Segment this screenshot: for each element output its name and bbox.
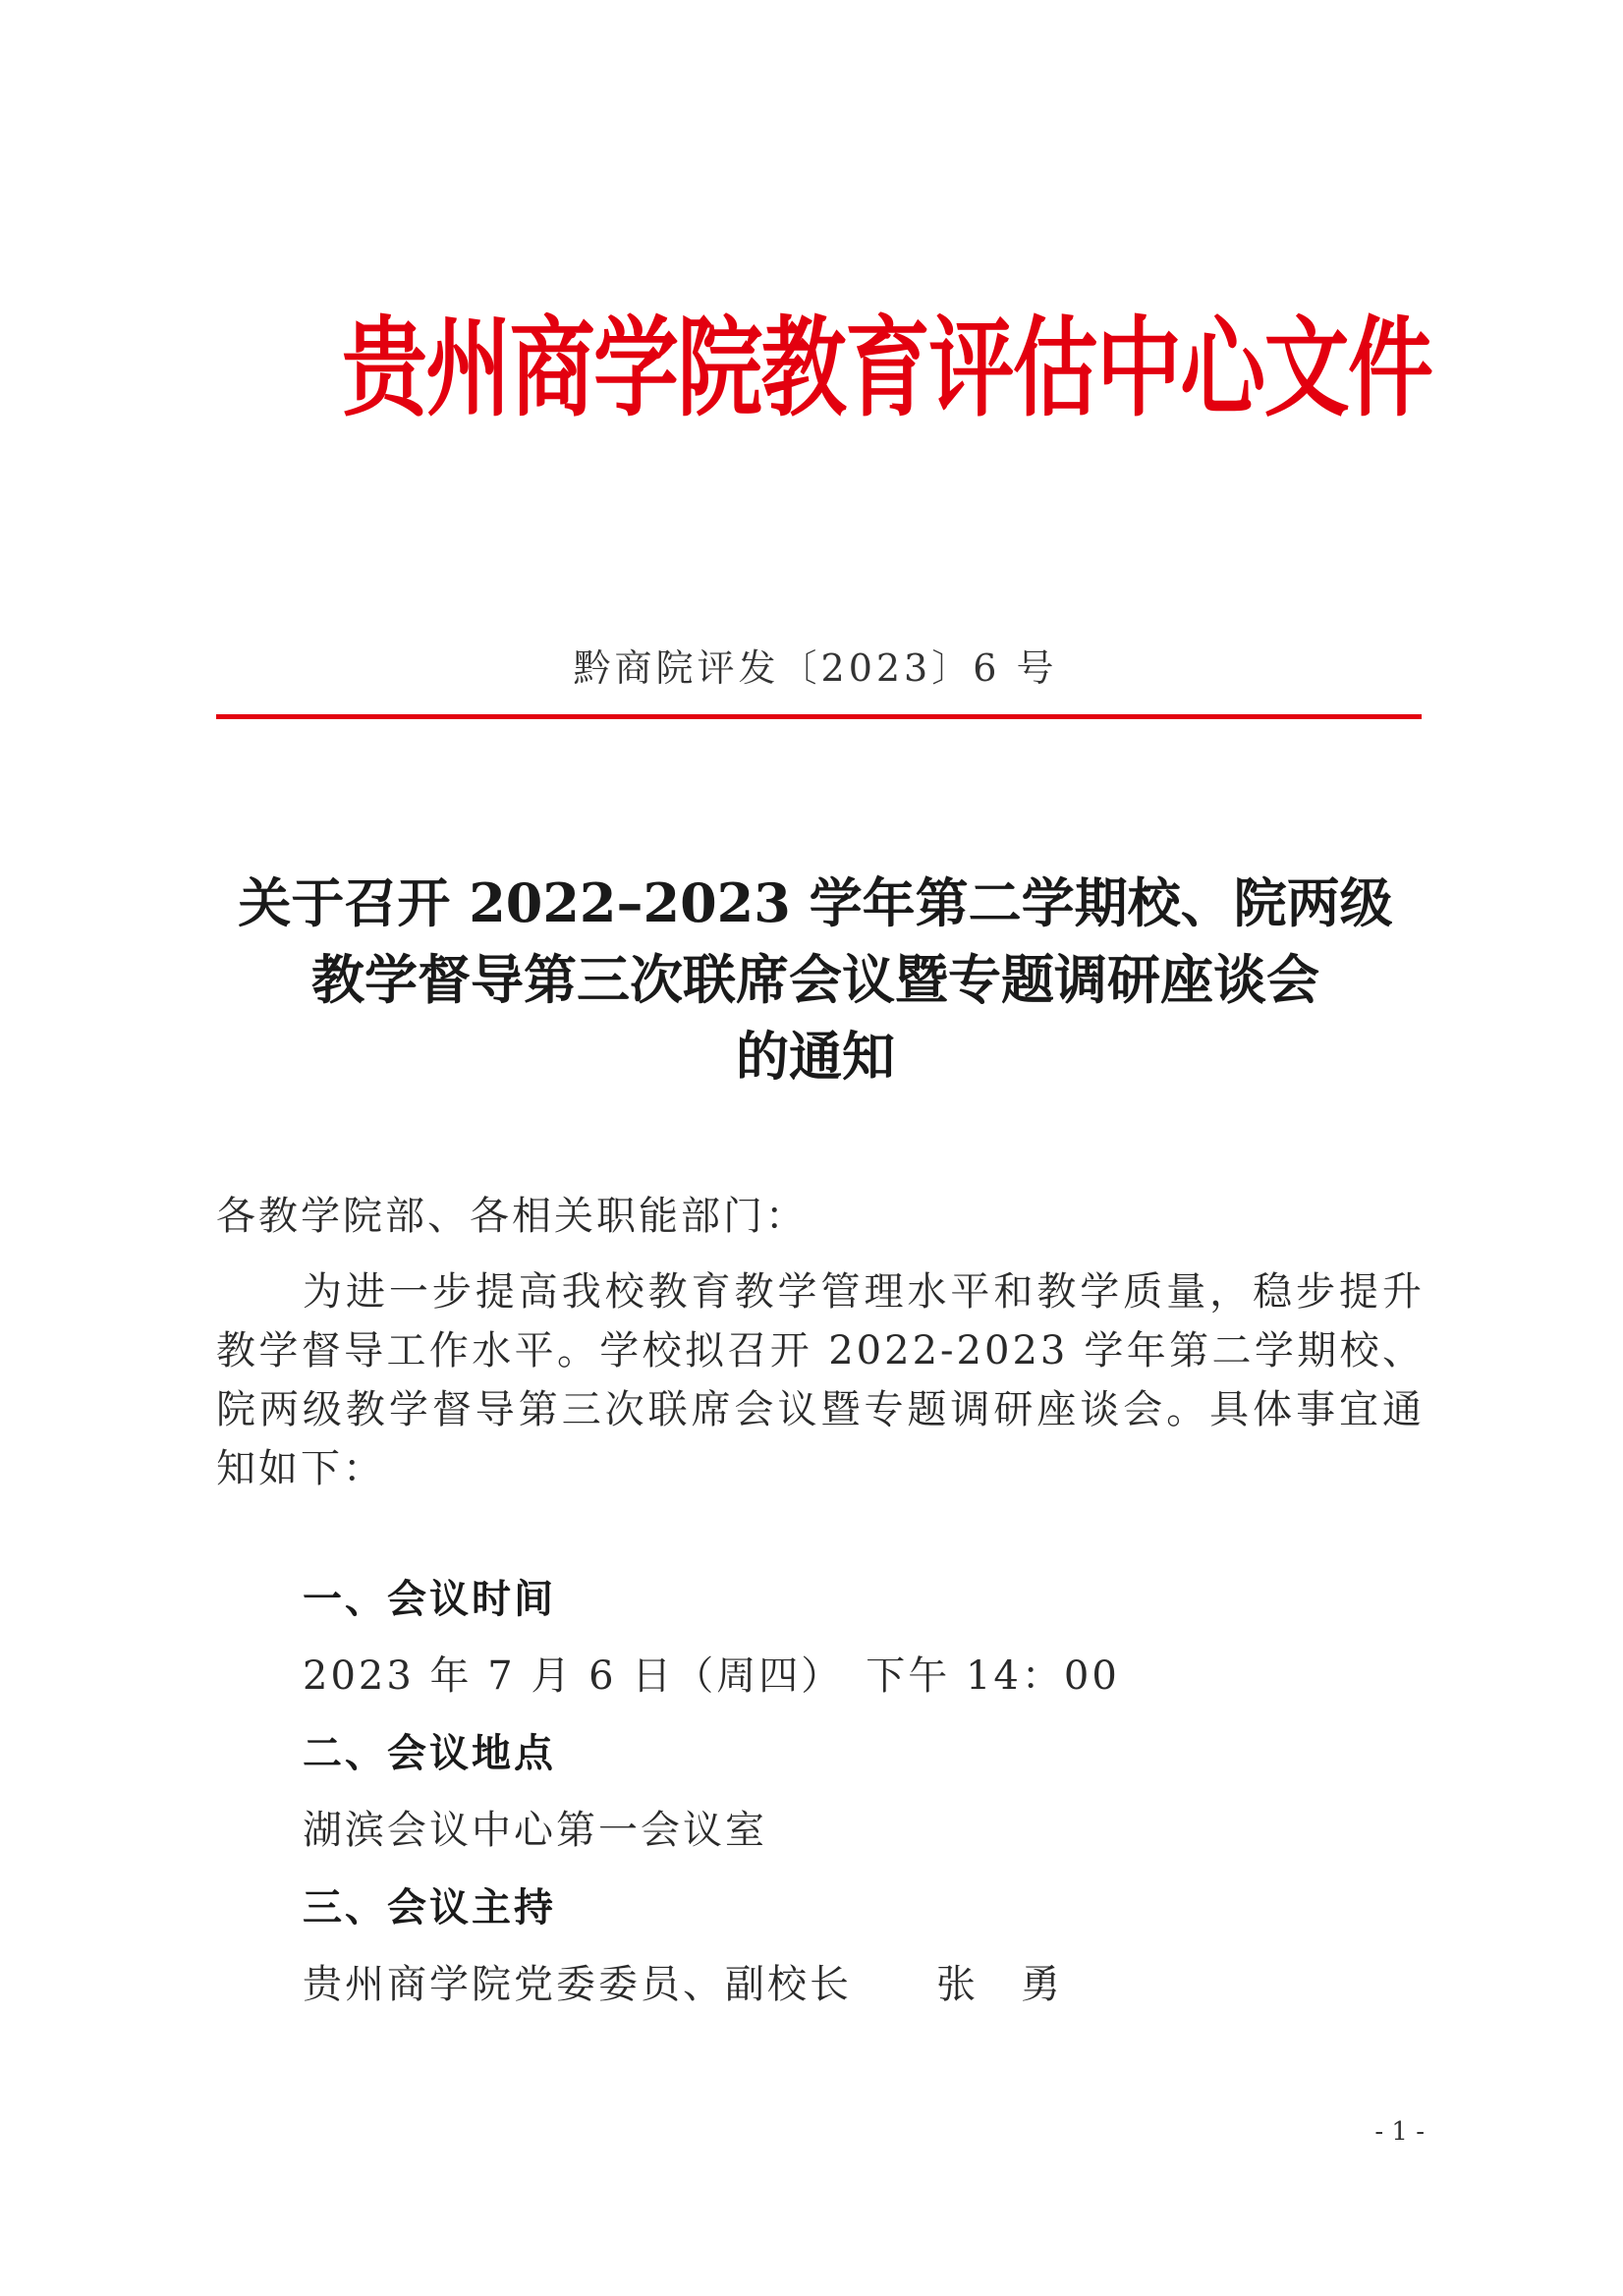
red-divider-line [216,714,1422,719]
section-content: 湖滨会议中心第一会议室 [303,1808,767,1853]
section-content: 2023 年 7 月 6 日（周四） 下午 14：00 [303,1653,1120,1699]
page-number: - 1 - [1374,2117,1425,2147]
section-meeting-time [303,1570,1383,1706]
notice-title-line: 关于召开 2022–2023 学年第二学期校、院两级 [238,871,1393,934]
section-content: 贵州商学院党委委员、副校长 张 勇 [303,1962,1063,2007]
section-heading: 二、会议地点 [303,1731,556,1776]
notice-title-line: 教学督导第三次联席会议暨专题调研座谈会 [311,948,1319,1011]
salutation: 各教学院部、各相关职能部门： [216,1194,808,1239]
intro-paragraph: 为进一步提高我校教育教学管理水平和教学质量，稳步提升教学督导工作水平。学校拟召开 2022-2023 学年第二学期校、院两级教学督导第三次联席会议暨专题调研座谈会。具体事宜通知如下： [216,1269,1425,1491]
section-meeting-location [303,1724,1383,1860]
document-header-title: 贵州商学院教育评估中心文件 [342,306,1432,431]
section-meeting-host [303,1878,1383,2014]
notice-title [196,865,1434,1094]
section-heading: 一、会议时间 [303,1577,556,1622]
document-number: 黔商院评发〔2023〕6 号 [573,646,1058,690]
notice-title-line: 的通知 [736,1025,895,1088]
section-heading: 三、会议主持 [303,1885,556,1931]
